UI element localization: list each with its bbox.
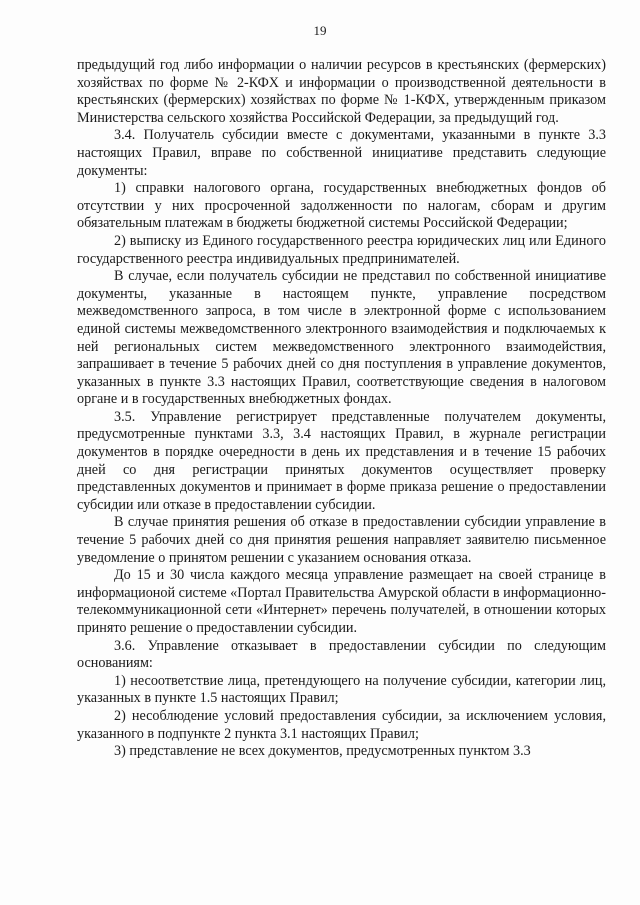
paragraph-refusal-ground-3: 3) представление не всех документов, предусмотренных пунктом 3.3 bbox=[114, 743, 531, 760]
paragraph-refusal-notice: В случае принятия решения об отказе в предоставлении субсидии управление в течение 5 рабочих дней со дня принятия решения направляет заявителю письменное уведомление о принятом решении с указанием основания отказа. bbox=[77, 514, 606, 566]
paragraph-clause-3-4: 3.4. Получатель субсидии вместе с документами, указанными в пункте 3.3 настоящих Правил, вправе по собственной инициативе представить следующие документы: bbox=[77, 127, 606, 179]
paragraph-interagency-request: В случае, если получатель субсидии не представил по собственной инициативе документы, указанные в настоящем пункте, управление посредством межведомственного запроса, в том числе в электронной форме с использованием единой системы межведомственного электронного взаимодействия и подключаемых к ней региональных систем межведомственного электронного взаимодействия, запрашивает в течение 5 рабочих дней со дня поступления в управление документов, указанных в пункте 3.3 настоящих Правил, соответствующие сведения в налоговом органе и в государственных внебюджетных фондах. bbox=[77, 268, 606, 408]
paragraph-refusal-ground-2: 2) несоблюдение условий предоставления субсидии, за исключением условия, указанного в подпункте 2 пункта 3.1 настоящих Правил; bbox=[77, 707, 606, 742]
paragraph-clause-3-5: 3.5. Управление регистрирует представленные получателем документы, предусмотренные пунктами 3.3, 3.4 настоящих Правил, в журнале регистрации документов в порядке очередности в день их представления и в течение 15 рабочих дней со дня регистрации принятых документов осуществляет проверку представленных документов и принимает в форме приказа решение о предоставлении субсидии или отказе в предоставлении субсидии. bbox=[77, 408, 606, 513]
paragraph-refusal-ground-1: 1) несоответствие лица, претендующего на получение субсидии, категории лиц, указанных в пункте 1.5 настоящих Правил; bbox=[77, 672, 606, 707]
paragraph-clause-3-6: 3.6. Управление отказывает в предоставлении субсидии по следующим основаниям: bbox=[77, 637, 606, 672]
paragraph-item-2-registry-extract: 2) выписку из Единого государственного реестра юридических лиц или Единого государственного реестра индивидуальных предпринимателей. bbox=[77, 232, 606, 267]
paragraph-item-1-tax-certificates: 1) справки налогового органа, государственных внебюджетных фондов об отсутствии у них просроченной задолженности по налогам, сборам и другим обязательным платежам в бюджеты бюджетной системы Российской Федерации; bbox=[77, 180, 606, 232]
page-number: 19 bbox=[313, 23, 327, 38]
paragraph-recipient-list-publication: До 15 и 30 числа каждого месяца управление размещает на своей странице в информационой системе «Портал Правительства Амурской области в информационно-телекоммуникационной сети «Интернет» перечень получателей, в отношении которых принято решение о предоставлении субсидии. bbox=[77, 567, 606, 636]
paragraph-continuation: предыдущий год либо информации о наличии ресурсов в крестьянских (фермерских) хозяйствах по форме № 2-КФХ и информации о производственной деятельности в крестьянских (фермерских) хозяйствах по форме № 1-КФХ, утвержденным приказом Министерства сельского хозяйства Российской Федерации, за предыдущий год. bbox=[77, 57, 606, 126]
document-body bbox=[77, 57, 606, 761]
